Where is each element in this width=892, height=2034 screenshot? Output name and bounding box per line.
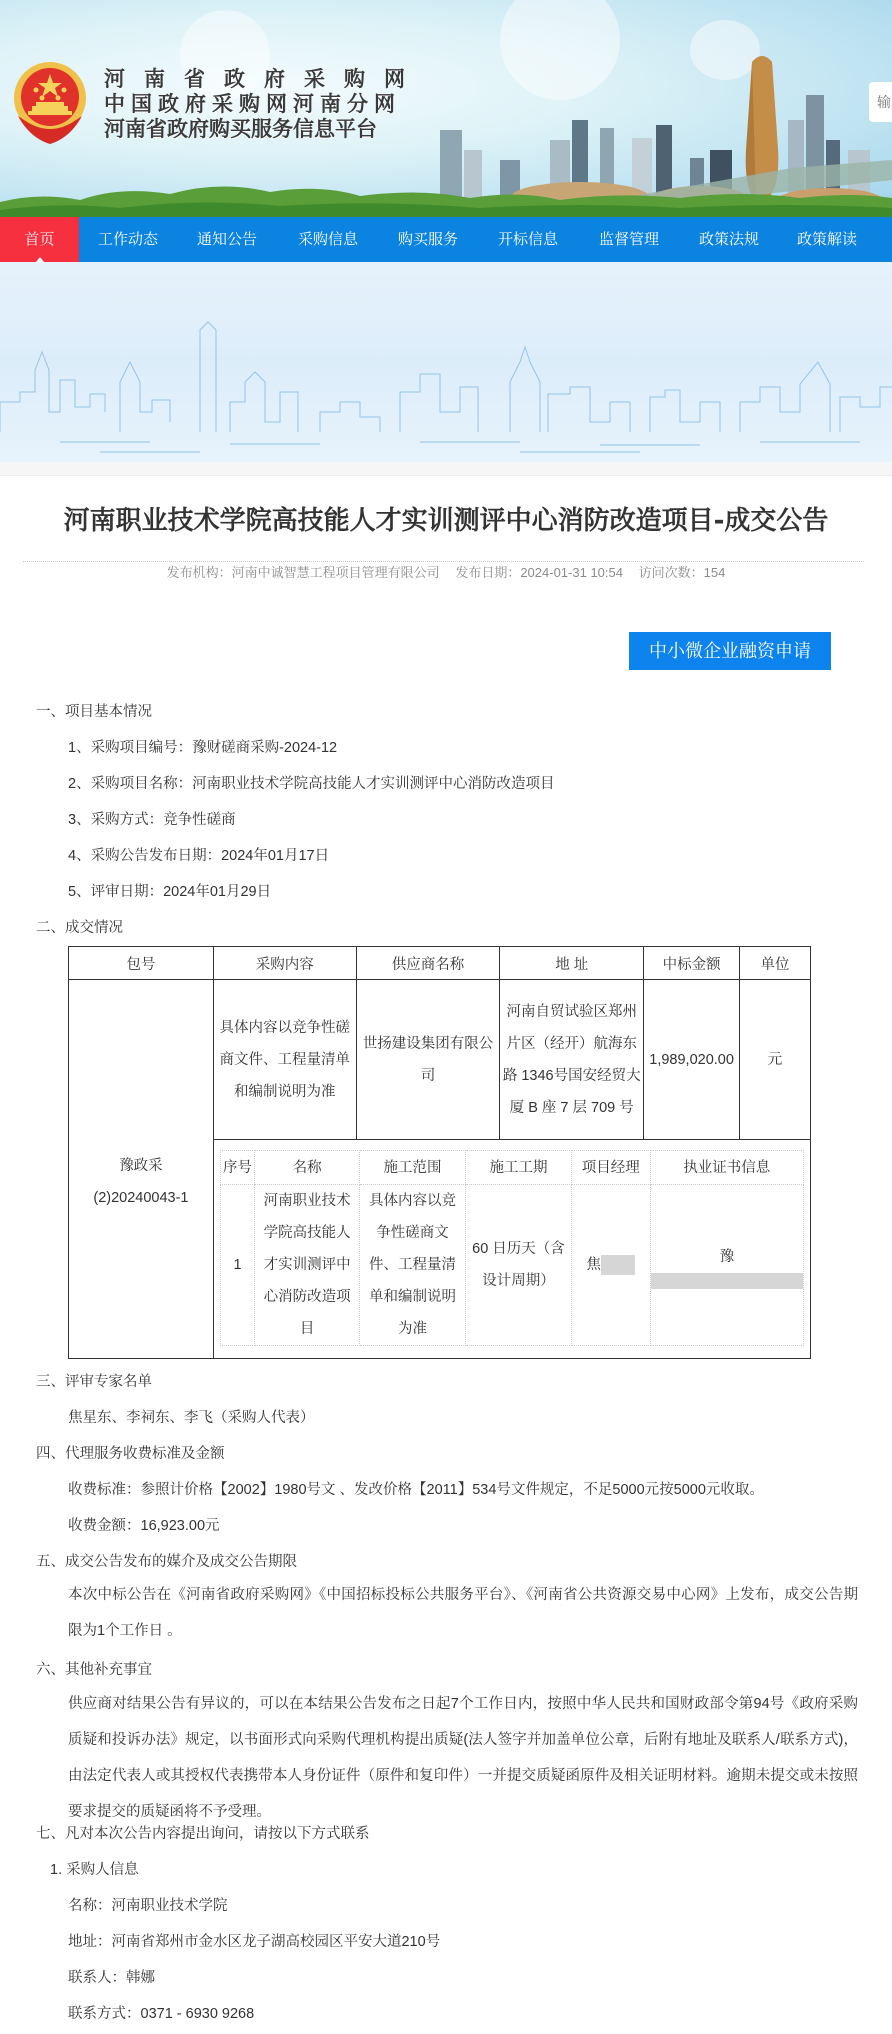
inner-manager-cell [571,1185,650,1346]
section-heading-5: 五、成交公告发布的媒介及成交公告期限 [36,1554,297,1570]
award-table [68,946,811,1359]
nav-item-policies[interactable]: 政策法规 [698,231,759,248]
trees-illustration [0,162,892,217]
address-cell: 河南自贸试验区郑州片区（经开）航海东路 1346号国安经贸大厦 B 座 7 层 709 号 [500,980,644,1140]
inner-col-header-name: 名称 [255,1151,360,1185]
section-heading-1: 一、项目基本情况 [36,704,152,720]
site-header [0,0,892,217]
site-name-2: 中国政府采购网河南分网 [104,92,401,116]
manager-name-visible: 焦 [586,1257,602,1273]
purchaser-info-heading: 1. 采购人信息 [50,1862,139,1878]
nav-item-purchase-services[interactable]: 购买服务 [397,231,458,248]
national-emblem-icon [10,60,90,146]
amount-cell: 1,989,020.00 [644,980,740,1140]
publisher-meta [167,565,440,580]
award-table-header [69,947,811,980]
col-header-package: 包号 [69,947,214,980]
col-header-address: 地 址 [500,947,644,980]
inner-scope-cell: 具体内容以竞争性磋商文件、工程量清单和编制说明为准 [360,1185,466,1346]
project-info-item: 1、采购项目编号：豫财磋商采购-2024-12 [68,740,338,756]
certificate-visible: 豫 [719,1249,735,1265]
purchaser-name: 名称：河南职业技术学院 [68,1898,228,1914]
fee-amount: 收费金额：16,923.00元 [68,1518,220,1534]
redacted-block [601,1255,635,1275]
inner-col-header-scope: 施工范围 [360,1151,466,1185]
article-title: 河南职业技术学院高技能人才实训测评中心消防改造项目-成交公告 [63,506,829,536]
nav-item-procurement-info[interactable]: 采购信息 [297,231,358,248]
visits-meta [639,565,726,580]
col-header-content: 采购内容 [213,947,356,980]
section-heading-2: 二、成交情况 [36,920,123,936]
inner-certificate-cell [650,1185,803,1346]
skyline-line-art [0,262,892,462]
package-number-line: (2)20240043-1 [93,1190,189,1206]
project-info-item: 5、评审日期：2024年01月29日 [68,884,272,900]
inner-duration-cell: 60 日历天（含设计周期） [466,1185,572,1346]
table-row [69,980,811,1140]
site-name-3: 河南省政府购买服务信息平台 [104,117,377,141]
unit-cell: 元 [740,980,811,1140]
main-nav [0,217,892,262]
section-heading-6: 六、其他补充事宜 [36,1662,152,1678]
nav-item-supervision[interactable]: 监督管理 [598,231,659,248]
content-cell: 具体内容以竞争性磋商文件、工程量清单和编制说明为准 [213,980,356,1140]
site-logo-text [104,67,468,142]
inner-col-header-duration: 施工工期 [466,1151,572,1185]
date-label: 发布日期： [455,565,521,580]
skyline-banner [0,262,892,462]
nav-item-bid-opening[interactable]: 开标信息 [497,231,558,248]
publisher-label: 发布机构： [166,565,232,580]
package-number-cell [69,980,214,1359]
sme-finance-apply-button[interactable]: 中小微企业融资申请 [629,632,831,670]
nav-item-notices[interactable]: 通知公告 [196,231,257,248]
site-name-1: 河南省政府采购网 [104,67,424,91]
nav-item-home[interactable]: 首页 [0,217,79,262]
section-heading-7: 七、凡对本次公告内容提出询问，请按以下方式联系 [36,1826,370,1842]
supplementary-text: 供应商对结果公告有异议的，可以在本结果公告发布之日起7个工作日内，按照中华人民共和国财政部令第94号《政府采购质疑和投诉办法》规定，以书面形式向采购代理机构提出质疑(法人签字并加盖单位公章，后附有地址及联系人/联系方式)，由法定代表人或其授权代表携带本人身份证件（原件和复印件）一并提交质疑函原件及相关证明材料。逾期未提交或未按照要求提交的质疑函将不予受理。 [68,1696,858,1820]
col-header-supplier: 供应商名称 [356,947,500,980]
redacted-block [651,1273,803,1289]
table-row [220,1185,803,1346]
section-heading-4: 四、代理服务收费标准及金额 [36,1446,225,1462]
purchaser-phone: 联系方式：0371 - 6930 9268 [68,2006,255,2022]
supplier-cell: 世扬建设集团有限公司 [356,980,500,1140]
inner-col-header-manager: 项目经理 [571,1151,650,1185]
col-header-unit: 单位 [740,947,811,980]
inner-no-cell: 1 [220,1185,254,1346]
search-input[interactable] [869,82,892,122]
col-header-amount: 中标金额 [644,947,740,980]
publication-media-text: 本次中标公告在《河南省政府采购网》《中国招标投标公共服务平台》、《河南省公共资源交易中心网》上发布，成交公告期限为1个工作日 。 [68,1587,858,1639]
project-info-item: 2、采购项目名称：河南职业技术学院高技能人才实训测评中心消防改造项目 [68,776,555,792]
inner-name-cell: 河南职业技术学院高技能人才实训测评中心消防改造项目 [255,1185,360,1346]
nav-item-policy-interpretation[interactable]: 政策解读 [796,231,857,248]
inner-table-header [220,1151,803,1185]
inner-col-header-no: 序号 [220,1151,254,1185]
package-number-line: 豫政采 [119,1158,163,1174]
purchaser-address: 地址：河南省郑州市金水区龙子湖高校园区平安大道210号 [68,1934,441,1950]
section-heading-3: 三、评审专家名单 [36,1374,152,1390]
article-meta [0,562,892,581]
date-meta [455,565,623,580]
nav-item-work-news[interactable]: 工作动态 [97,231,158,248]
content-separator [0,462,892,476]
experts-list: 焦星东、李祠东、李飞（采购人代表） [68,1410,315,1426]
date-value: 2024-01-31 10:54 [520,565,623,580]
inner-col-header-certificate: 执业证书信息 [650,1151,803,1185]
construction-detail-cell [213,1140,810,1359]
publisher-value: 河南中诚智慧工程项目管理有限公司 [231,565,440,580]
visits-value: 154 [703,565,726,580]
visits-label: 访问次数： [638,565,704,580]
project-info-item: 3、采购方式：竞争性磋商 [68,812,236,828]
construction-detail-table [220,1150,804,1346]
purchaser-contact: 联系人：韩娜 [68,1970,155,1986]
project-info-item: 4、采购公告发布日期：2024年01月17日 [68,848,330,864]
fee-standard: 收费标准：参照计价格【2002】1980号文 、发改价格【2011】534号文件规定，不足5000元按5000元收取。 [68,1482,764,1498]
